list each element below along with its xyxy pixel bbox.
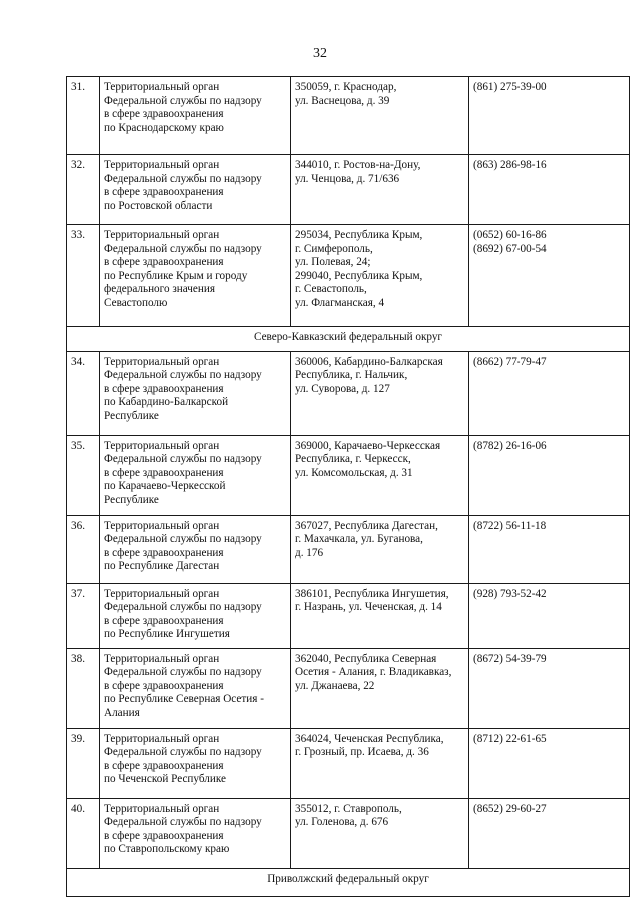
registry-table — [66, 76, 630, 897]
phone-line: (8712) 22-61-65 — [473, 732, 547, 745]
page-number: 32 — [313, 46, 327, 61]
address-line: 344010, г. Ростов-на-Дону, — [295, 159, 421, 171]
entry-number: 33. — [67, 225, 100, 327]
authority-name-line: Федеральной службы по надзору — [104, 369, 262, 381]
table-row — [67, 583, 630, 648]
entry-number: 39. — [67, 728, 100, 798]
authority-name-line: Территориальный орган — [104, 229, 220, 241]
address-cell — [291, 155, 469, 225]
address-line: г. Махачкала, ул. Буганова, — [295, 533, 423, 545]
authority-name-line: по Республике Дагестан — [104, 560, 220, 572]
phone-line: (8652) 29-60-27 — [473, 802, 547, 815]
phone-cell — [469, 798, 630, 868]
entry-number: 40. — [67, 798, 100, 868]
phone-cell — [469, 155, 630, 225]
phone-cell — [469, 77, 630, 155]
address-line: 355012, г. Ставрополь, — [295, 802, 402, 815]
table-row — [67, 351, 630, 435]
phone-cell — [469, 728, 630, 798]
address-line: ул. Комсомольская, д. 31 — [295, 466, 413, 479]
address-cell — [291, 515, 469, 583]
authority-name-line: Алания — [104, 706, 140, 719]
address-line: 386101, Республика Ингушетия, — [295, 587, 449, 600]
authority-name-cell — [100, 583, 291, 648]
address-cell — [291, 351, 469, 435]
address-line: ул. Суворова, д. 127 — [295, 382, 390, 395]
authority-name-cell — [100, 728, 291, 798]
table-row — [67, 435, 630, 515]
authority-name-line: Территориальный орган — [104, 439, 220, 452]
phone-line: (8782) 26-16-06 — [473, 439, 547, 452]
address-line: г. Грозный, пр. Исаева, д. 36 — [295, 746, 429, 758]
authority-name-line: по Республике Ингушетия — [104, 628, 230, 640]
authority-name-line: по Кабардино-Балкарской — [104, 396, 229, 408]
authority-name-line: по Карачаево-Черкесской — [104, 480, 226, 492]
authority-name-cell — [100, 648, 291, 728]
address-line: 299040, Республика Крым, — [295, 269, 423, 282]
authority-name-line: в сфере здравоохранения — [104, 829, 224, 842]
authority-name-line: Территориальный орган — [104, 802, 220, 815]
phone-line: (8662) 77-79-47 — [473, 355, 547, 368]
table-row — [67, 798, 630, 868]
authority-name-line: Федеральной службы по надзору — [104, 172, 262, 185]
address-line: 369000, Карачаево-Черкесская — [295, 439, 441, 452]
authority-name-line: по Чеченской Республике — [104, 773, 226, 785]
authority-name-line: Федеральной службы по надзору — [104, 94, 262, 107]
address-line: ул. Полевая, 24; — [295, 256, 371, 268]
district-header-row — [67, 868, 630, 896]
authority-name-line: федерального значения — [104, 283, 215, 295]
table-row — [67, 155, 630, 225]
authority-name-line: в сфере здравоохранения — [104, 256, 224, 268]
authority-name-line: Федеральной службы по надзору — [104, 242, 262, 255]
authority-name-line: Федеральной службы по надзору — [104, 453, 262, 465]
authority-name-line: в сфере здравоохранения — [104, 466, 224, 479]
address-line: д. 176 — [295, 546, 324, 559]
authority-name-line: по Краснодарскому краю — [104, 121, 224, 134]
authority-name-line: по Республике Северная Осетия - — [104, 693, 264, 705]
phone-cell — [469, 515, 630, 583]
authority-name-line: Федеральной службы по надзору — [104, 533, 262, 545]
authority-name-line: Территориальный орган — [104, 355, 220, 368]
address-cell — [291, 728, 469, 798]
district-title: Северо-Кавказский федеральный округ — [67, 327, 630, 352]
authority-name-line: по Ставропольскому краю — [104, 843, 230, 855]
phone-line: (0652) 60-16-86 — [473, 229, 547, 241]
authority-name-line: Территориальный орган — [104, 587, 220, 600]
address-line: ул. Флагманская, 4 — [295, 296, 385, 309]
authority-name-line: Территориальный орган — [104, 732, 220, 745]
authority-name-line: в сфере здравоохранения — [104, 546, 224, 559]
address-line: ул. Джанаева, 22 — [295, 679, 375, 692]
table-row — [67, 225, 630, 327]
phone-cell — [469, 435, 630, 515]
address-cell — [291, 648, 469, 728]
authority-name-cell — [100, 351, 291, 435]
phone-line: (863) 286-98-16 — [473, 159, 547, 171]
authority-name-line: Федеральной службы по надзору — [104, 666, 262, 678]
authority-name-cell — [100, 515, 291, 583]
entry-number: 34. — [67, 351, 100, 435]
entry-number: 36. — [67, 515, 100, 583]
table-row — [67, 515, 630, 583]
phone-line: (8722) 56-11-18 — [473, 519, 547, 532]
address-cell — [291, 435, 469, 515]
address-line: ул. Васнецова, д. 39 — [295, 94, 390, 107]
address-line: 360006, Кабардино-Балкарская — [295, 355, 443, 368]
authority-name-line: Федеральной службы по надзору — [104, 816, 262, 828]
entry-number: 35. — [67, 435, 100, 515]
district-title: Приволжский федеральный округ — [67, 868, 630, 896]
phone-cell — [469, 225, 630, 327]
authority-name-line: Территориальный орган — [104, 159, 220, 171]
phone-line: (928) 793-52-42 — [473, 587, 547, 600]
address-line: ул. Голенова, д. 676 — [295, 816, 389, 828]
entry-number: 38. — [67, 648, 100, 728]
authority-name-line: в сфере здравоохранения — [104, 759, 224, 772]
address-line: 350059, г. Краснодар, — [295, 81, 397, 93]
address-line: 367027, Республика Дагестан, — [295, 519, 438, 532]
phone-line: (8692) 67-00-54 — [473, 242, 547, 255]
authority-name-cell — [100, 435, 291, 515]
address-cell — [291, 798, 469, 868]
authority-name-line: Федеральной службы по надзору — [104, 601, 262, 613]
entry-number: 37. — [67, 583, 100, 648]
authority-name-line: в сфере здравоохранения — [104, 679, 224, 692]
address-line: г. Севастополь, — [295, 283, 367, 295]
address-line: Республика, г. Черкесск, — [295, 453, 411, 465]
registry-table-body — [67, 77, 630, 897]
phone-line: (861) 275-39-00 — [473, 81, 547, 93]
authority-name-line: в сфере здравоохранения — [104, 186, 224, 198]
authority-name-line: Территориальный орган — [104, 81, 220, 93]
authority-name-line: в сфере здравоохранения — [104, 108, 224, 120]
address-line: Осетия - Алания, г. Владикавказ, — [295, 666, 452, 678]
authority-name-cell — [100, 77, 291, 155]
authority-name-cell — [100, 225, 291, 327]
authority-name-line: Территориальный орган — [104, 519, 220, 532]
authority-name-line: Республике — [104, 493, 159, 506]
phone-cell — [469, 351, 630, 435]
address-line: 364024, Чеченская Республика, — [295, 732, 444, 745]
address-line: Республика, г. Нальчик, — [295, 369, 408, 381]
district-header-row — [67, 327, 630, 352]
authority-name-line: по Ростовской области — [104, 199, 213, 212]
authority-name-line: Территориальный орган — [104, 652, 220, 665]
address-line: 295034, Республика Крым, — [295, 229, 423, 241]
address-line: г. Симферополь, — [295, 242, 373, 255]
phone-cell — [469, 583, 630, 648]
authority-name-line: по Республике Крым и городу — [104, 269, 248, 282]
authority-name-line: Федеральной службы по надзору — [104, 746, 262, 758]
table-row — [67, 728, 630, 798]
address-line: г. Назрань, ул. Чеченская, д. 14 — [295, 601, 442, 613]
phone-line: (8672) 54-39-79 — [473, 652, 547, 665]
authority-name-line: в сфере здравоохранения — [104, 382, 224, 395]
authority-name-line: Республике — [104, 409, 159, 422]
phone-cell — [469, 648, 630, 728]
address-cell — [291, 583, 469, 648]
authority-name-line: Севастополю — [104, 296, 168, 309]
address-line: 362040, Республика Северная — [295, 652, 437, 665]
authority-name-cell — [100, 798, 291, 868]
entry-number: 31. — [67, 77, 100, 155]
address-line: ул. Ченцова, д. 71/636 — [295, 172, 400, 185]
authority-name-cell — [100, 155, 291, 225]
authority-name-line: в сфере здравоохранения — [104, 614, 224, 627]
table-row — [67, 648, 630, 728]
address-cell — [291, 77, 469, 155]
table-row — [67, 77, 630, 155]
address-cell — [291, 225, 469, 327]
entry-number: 32. — [67, 155, 100, 225]
